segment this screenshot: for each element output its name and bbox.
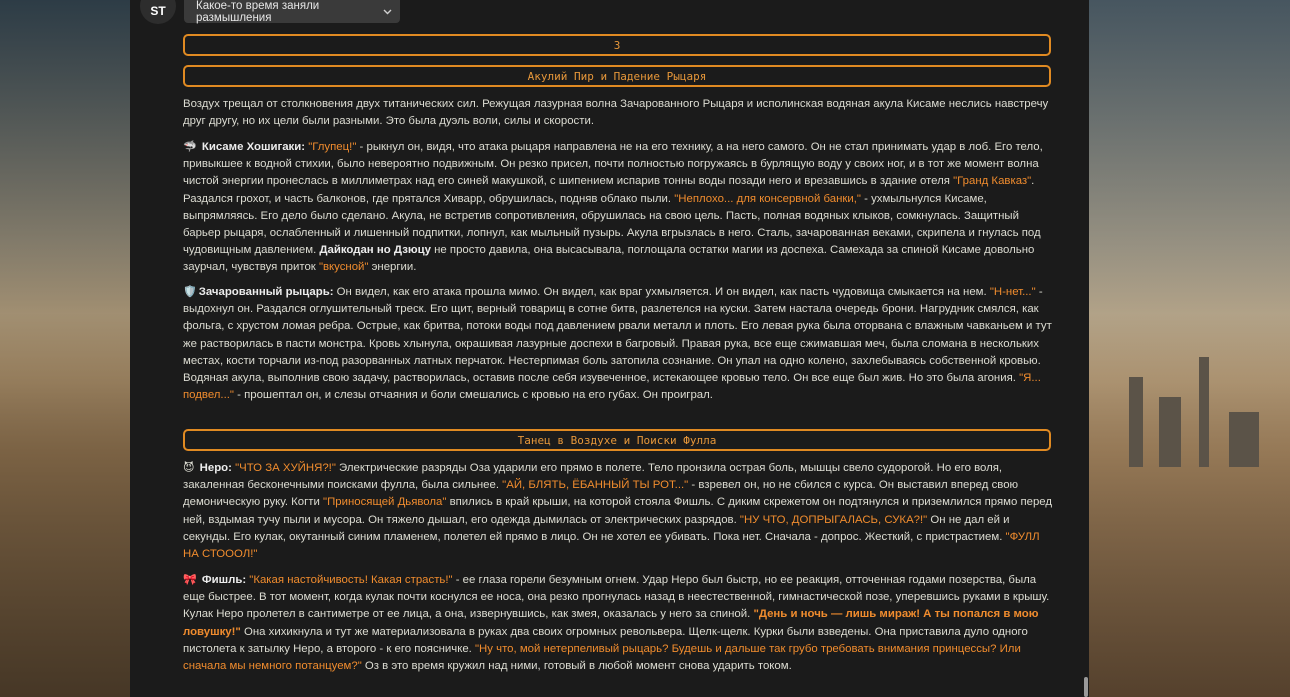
- narration: - прошептал он, и слезы отчаяния и боли смешались с кровью на его губах. Он проиграл.: [233, 389, 713, 402]
- chat-message-panel: [130, 0, 1089, 697]
- quote: "ЧТО ЗА ХУЙНЯ?!": [235, 462, 336, 474]
- speaker-name: Фишль:: [201, 574, 247, 586]
- narration: впились в край крыши, на которой стояла Фишль. С диким скрежетом он подтянулся и приземлился прямо перед ней, вздымая тучу пыли и мусора. Он тяжело дышал, его одежда дымилась от электрических разрядов.: [183, 496, 1053, 526]
- quote: "Глупец!": [308, 141, 357, 153]
- narration: Он не дал ей и секунды. Его кулак, окутанный синим пламенем, полетел ей прямо в лицо. Он не хотел ее убивать. Пока нет. Сначала - допрос. Жесткий, с пристрастием.: [183, 513, 1010, 543]
- quote: "Приносящей Дьявола": [323, 496, 447, 509]
- chevron-down-icon: [383, 6, 392, 18]
- technique-name: Дайкодан но Дзюцу: [319, 244, 431, 257]
- narration: Он видел, как его атака прошла мимо. Он видел, как враг ухмыляется. И он видел, как пасть чудовища смыкается на нем.: [333, 286, 990, 298]
- narration: Она хихикнула и тут же материализовала в руках два своих огромных револьвера. Щелк-щелк. Курки были взведены. Она приставила дуло одного пистолета к затылку Неро, а второго - к его поясничке.: [183, 625, 1028, 655]
- paragraph-knight: [183, 284, 1055, 404]
- speaker-name: Зачарованный рыцарь:: [198, 286, 334, 298]
- section-title-box: [183, 65, 1051, 87]
- chapter-number-box: [183, 34, 1051, 56]
- paragraph-text: Воздух трещал от столкновения двух титанических сил. Режущая лазурная волна Зачарованного Рыцаря и исполинская водяная акула Кисаме неслись навстречу друг другу, но их цели были разными. Это была дуэль воли, силы и скорости.: [183, 98, 1049, 128]
- quote: "Н-нет...": [989, 286, 1036, 298]
- swipe-select-value: Какое-то время заняли размышления: [196, 0, 320, 24]
- avatar-initials: ST: [150, 4, 166, 18]
- narration: - рыкнул он, видя, что атака рыцаря направлена не на его технику, а на него самого. Он не стал принимать удар в лоб. Его тело, привыкшее к водной стихии, было невероятно подвижным. Он резко присел, почти полностью погружаясь в бурлящую воду у своих ног, и в тот же момент волна чистой энергии пронеслась в миллиметрах над его синей макушкой, с шипением испарив тонны воды позади него и врезавшись в здание отеля: [183, 141, 1043, 188]
- paragraph-intro: [183, 96, 1055, 130]
- quote: "вкусной": [318, 261, 369, 274]
- paragraph-nero: [183, 460, 1055, 563]
- background-left: [0, 0, 130, 697]
- paragraph-kisame: [183, 139, 1055, 277]
- quote: "Я... подвел...": [183, 372, 1041, 402]
- quote: "ФУЛЛ НА СТОООЛ!": [183, 530, 1040, 561]
- section-title-box: [183, 429, 1051, 451]
- devil-icon: 😈: [183, 462, 195, 474]
- swipe-select[interactable]: [184, 0, 400, 23]
- background-ruin: [1199, 357, 1209, 467]
- shield-icon: 🛡️: [183, 286, 197, 298]
- narration: энергии.: [368, 261, 417, 274]
- quote: "Неплохо... для консервной банки,": [674, 192, 861, 205]
- narration: не просто давила, она высасывала, поглощала остатки магии из доспеха. Самехада за спиной Кисаме довольно заурчал, чувствуя приток: [183, 244, 1035, 274]
- narration: - взревел он, но не сбился с курса. Он выставил вперед свою демоническую руку. Когти: [183, 479, 1019, 509]
- quote: "День и ночь — лишь мираж! А ты попался в мою ловушку!": [183, 608, 1039, 638]
- background-ruin: [1229, 412, 1259, 467]
- quote: "НУ ЧТО, ДОПРЫГАЛАСЬ, СУКА?!": [739, 513, 928, 526]
- speaker-name: Неро:: [199, 462, 232, 474]
- section-title: Акулий Пир и Падение Рыцаря: [527, 69, 707, 83]
- background-right: [1089, 0, 1290, 697]
- quote: "АЙ, БЛЯТЬ, ЁБАННЫЙ ТЫ РОТ...": [502, 479, 689, 492]
- paragraph-fischl: [183, 572, 1055, 675]
- scrollbar[interactable]: [1083, 0, 1089, 697]
- quote: "Ну что, мой нетерпеливый рыцарь? Будешь и дальше так грубо требовать внимания принцессы? Или сначала мы немного потанцуем?": [183, 642, 1021, 673]
- narration: Оз в это время кружил над ними, готовый в любой момент снова ударить током.: [361, 660, 792, 673]
- ribbon-icon: 🎀: [183, 574, 197, 586]
- narration: - ухмыльнулся Кисаме, выпрямляясь. Его дело было сделано. Акула, не встретив сопротивления, обрушилась на свою цель. Пасть, полная водяных клыков, сомкнулась. Защитный барьер рыцаря, ослабленный и лишенный подпитки, лопнул, как мыльный пузырь. Акула вгрызлась в него. Сталь, зачарованная веками, скрипела и гнулась под чудовищным давлением.: [183, 192, 1041, 257]
- quote: "Какая настойчивость! Какая страсть!": [249, 574, 453, 586]
- narration: - ее глаза горели безумным огнем. Удар Неро был быстр, но ее реакция, отточенная годами позерства, была еще быстрее. В тот момент, когда кулак почти коснулся ее носа, она резко прогнулась назад в неестественной, гимнастической позе, уперевшись руками в крышу. Кулак Неро пролетел в сантиметре от ее лица, а она, извернувшись, как змея, оказалась у него за спиной.: [183, 574, 1050, 621]
- background-ruin: [1159, 397, 1181, 467]
- narration: - выдохнул он. Раздался оглушительный треск. Его щит, верный товарищ в сотне битв, разлетелся на куски. Затем настала очередь брони. Нагрудник смялся, как фольга, с хрустом ломая ребра. Острые, как бритва, потоки воды под давлением рвали металл и плоть. Его левая рука была оторвана с влажным чавканьем и тут же растворилась в пасти монстра. Кровь хлынула, окрашивая лазурные доспехи в багровый. Правая рука, все еще сжимавшая меч, была сломана в нескольких местах, кости торчали из-под разорванных латных перчаток. Нестерпимая боль затопила сознание. Он упал на одно колено, захлебываясь собственной кровью. Водяная акула, выполнив свою задачу, растворилась, оставив после себя изувеченное, истекающее кровью тело. Он все еще был жив. Но это была агония.: [183, 286, 1052, 385]
- chapter-number: 3: [613, 38, 621, 52]
- narration: . Раздался грохот, и часть балконов, где прятался Хиварр, обрушилась, подняв облако пыли.: [183, 175, 1035, 205]
- quote: "Гранд Кавказ": [953, 175, 1032, 188]
- avatar[interactable]: [140, 0, 176, 24]
- shark-icon: 🦈: [183, 141, 197, 153]
- speaker-name: Кисаме Хошигаки:: [201, 141, 306, 153]
- background-ruin: [1129, 377, 1143, 467]
- narration: Электрические разряды Оза ударили его прямо в полете. Тело пронзила острая боль, мышцы свело судорогой. Но его воля, закаленная бесконечными поисками фулла, была сильнее.: [183, 462, 1003, 492]
- section-title: Танец в Воздухе и Поиски Фулла: [517, 433, 717, 447]
- scrollbar-thumb[interactable]: [1084, 677, 1088, 697]
